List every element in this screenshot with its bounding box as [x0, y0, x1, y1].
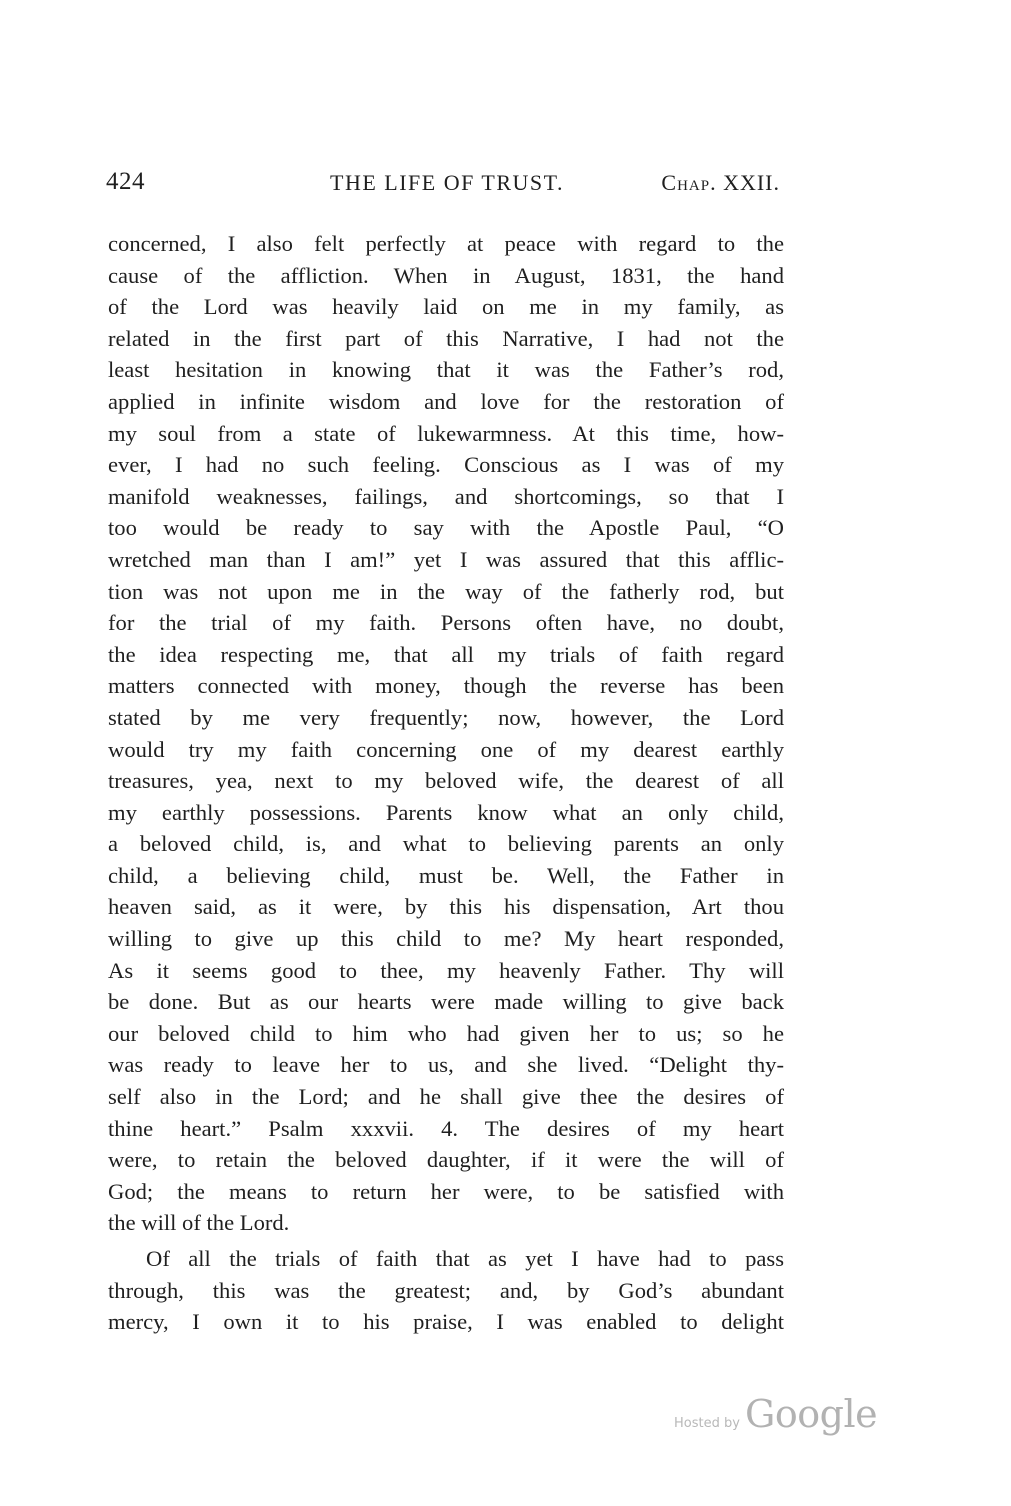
chapter-reference: Chap. XXII. [661, 170, 780, 195]
page-header [106, 168, 784, 204]
text-line: for the trial of my faith. Persons often have, no doubt, [108, 610, 784, 636]
text-line: applied in infinite wisdom and love for the restoration of [108, 388, 784, 414]
text-line: God; the means to return her were, to be satisfied with [108, 1178, 784, 1204]
text-line: manifold weaknesses, failings, and shortcomings, so that I [108, 483, 784, 509]
text-line: willing to give up this child to me? My heart responded, [108, 926, 784, 952]
text-line: stated by me very frequently; now, however, the Lord [108, 704, 784, 730]
text-line: the will of the Lord. [108, 1210, 290, 1236]
text-line: treasures, yea, next to my beloved wife, the dearest of all [108, 768, 784, 794]
text-line: related in the first part of this Narrative, I had not the [108, 325, 784, 351]
text-line: heaven said, as it were, by this his dispensation, Art thou [108, 894, 784, 920]
text-line: our beloved child to him who had given her to us; so he [108, 1020, 784, 1046]
text-line: matters connected with money, though the reverse has been [108, 673, 784, 699]
text-line: of the Lord was heavily laid on me in my family, as [108, 294, 784, 320]
text-line: least hesitation in knowing that it was the Father’s rod, [108, 357, 784, 383]
running-title: THE LIFE OF TRUST. [330, 170, 564, 195]
text-line: Of all the trials of faith that as yet I have had to pass [146, 1246, 784, 1271]
text-line: my earthly possessions. Parents know what an only child, [108, 799, 784, 825]
paragraph [108, 228, 784, 1239]
text-line: self also in the Lord; and he shall give thee the desires of [108, 1084, 784, 1110]
google-logo: Google [745, 1392, 878, 1436]
text-line: be done. But as our hearts were made willing to give back [108, 989, 784, 1015]
text-line: a beloved child, is, and what to believing parents an only [108, 831, 784, 857]
text-line: concerned, I also felt perfectly at peace with regard to the [108, 231, 784, 256]
text-line: As it seems good to thee, my heavenly Father. Thy will [108, 957, 784, 983]
text-line: tion was not upon me in the way of the fatherly rod, but [108, 578, 784, 604]
hosted-by-label: Hosted by [674, 1416, 740, 1431]
text-line: thine heart.” Psalm xxxvii. 4. The desires of my heart [108, 1115, 784, 1141]
text-line: cause of the affliction. When in August, 1831, the hand [108, 262, 784, 288]
text-line: my soul from a state of lukewarmness. At this time, how- [108, 420, 784, 446]
paragraph [108, 1243, 784, 1338]
text-line: through, this was the greatest; and, by God’s abundant [108, 1277, 784, 1303]
google-watermark [674, 1392, 877, 1442]
text-line: was ready to leave her to us, and she lived. “Delight thy- [108, 1052, 784, 1078]
text-line: mercy, I own it to his praise, I was enabled to delight [108, 1309, 784, 1335]
text-line: too would be ready to say with the Apostle Paul, “O [108, 515, 784, 541]
page-number: 424 [106, 168, 145, 195]
text-line: the idea respecting me, that all my trials of faith regard [108, 641, 784, 667]
body-text [108, 228, 784, 1338]
text-line: child, a believing child, must be. Well, the Father in [108, 862, 784, 888]
text-line: ever, I had no such feeling. Conscious as I was of my [108, 452, 784, 478]
text-line: wretched man than I am!” yet I was assured that this afflic- [108, 546, 784, 572]
text-line: would try my faith concerning one of my dearest earthly [108, 736, 784, 762]
text-line: were, to retain the beloved daughter, if it were the will of [108, 1147, 784, 1173]
